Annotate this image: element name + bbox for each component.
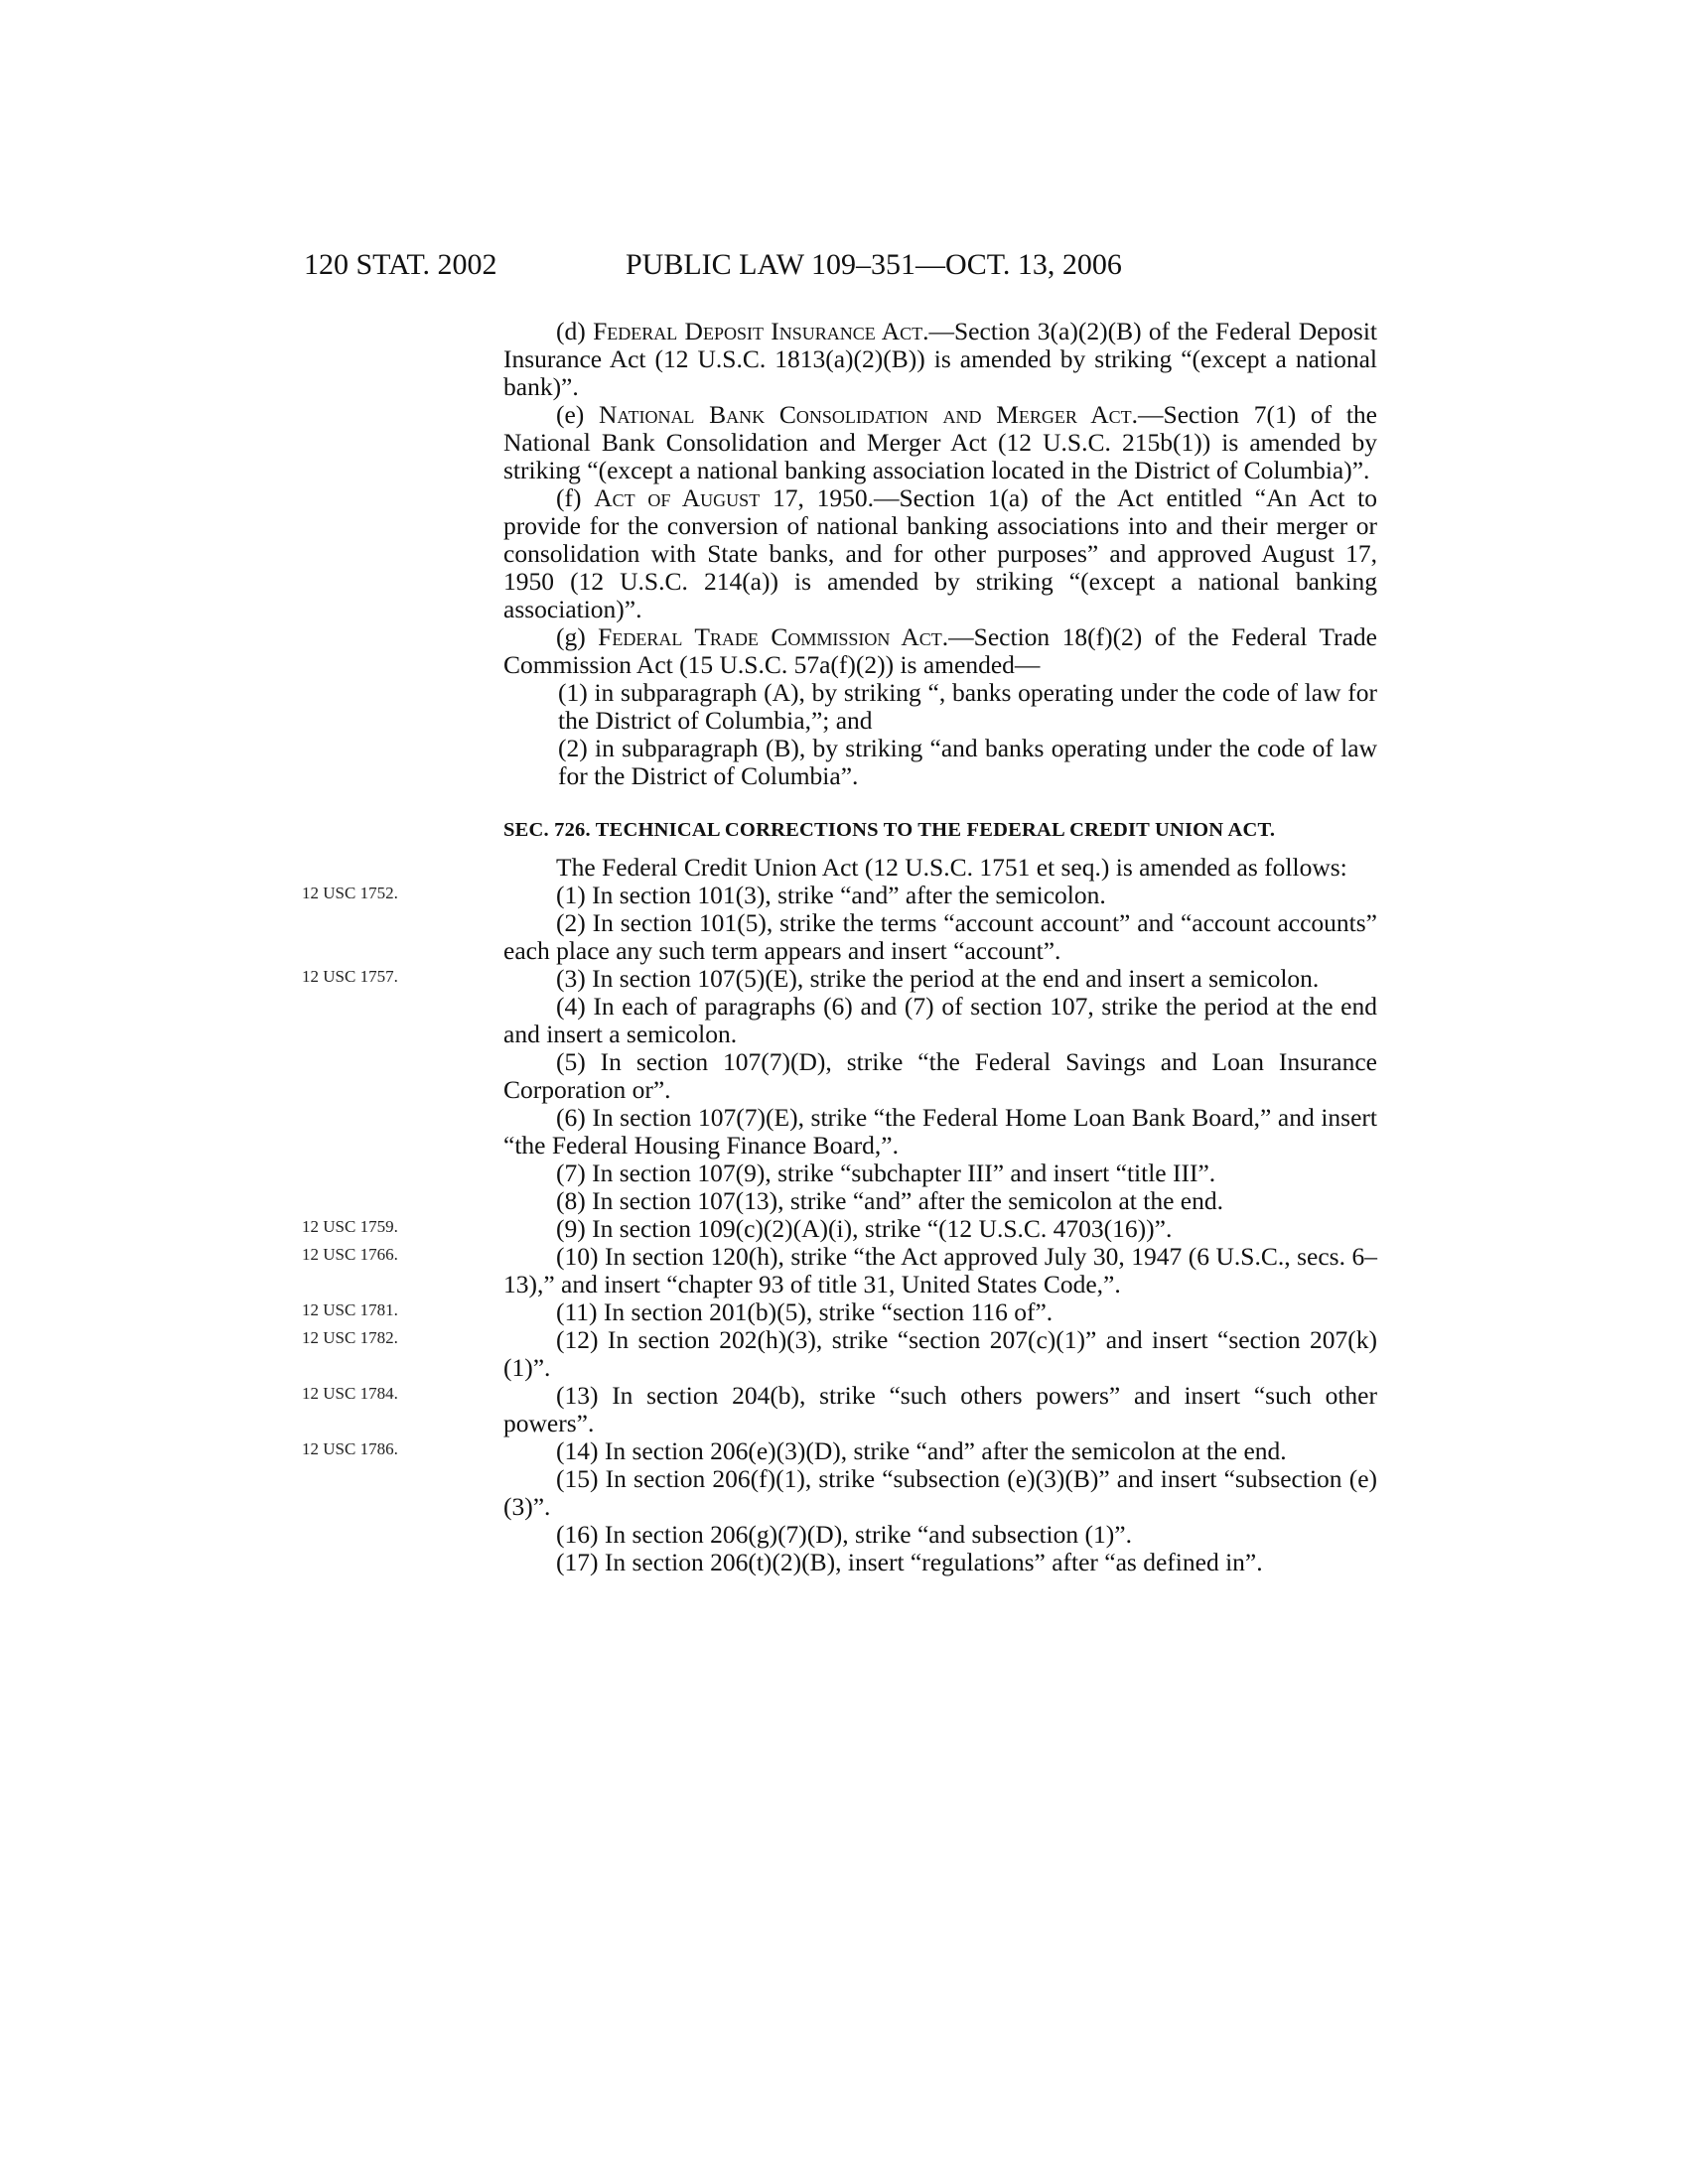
margin-note: 12 USC 1757. [302, 967, 398, 986]
amendment-title: Federal Deposit Insurance Act [593, 317, 923, 345]
amendment-text: .—Section 1(a) of the Act entitled “An Act to provide for the conversion of national banking associations into and their merger or consolidation with State banks, and for other purposes” and approved August 17, 1950 (12 U.S.C. 214(a)) is amended by striking “(except a national banking association)”. [503, 483, 1378, 623]
item-text: (4) In each of paragraphs (6) and (7) of section 107, strike the period at the end and insert a semicolon. [503, 992, 1377, 1048]
list-item [503, 1465, 1377, 1521]
list-item [302, 1242, 1377, 1298]
amendment-title: Federal Trade Commission Act [598, 622, 942, 651]
margin-note: 12 USC 1781. [302, 1300, 398, 1319]
list-item [302, 1325, 1377, 1382]
item-text: (6) In section 107(7)(E), strike “the Federal Home Loan Bank Board,” and insert “the Federal Housing Finance Board,”. [503, 1103, 1377, 1160]
item-text: (12) In section 202(h)(3), strike “section 207(c)(1)” and insert “section 207(k)(1)”. [503, 1325, 1377, 1382]
list-item [503, 1104, 1377, 1160]
amendment-e [503, 401, 1377, 484]
list-item [302, 1381, 1377, 1437]
ftc-subitem-1: (1) in subparagraph (A), by striking “, banks operating under the code of law for the District of Columbia,”; and [558, 678, 1377, 735]
list-item [503, 1048, 1377, 1104]
ftc-subitem-2: (2) in subparagraph (B), by striking “and banks operating under the code of law for the District of Columbia”. [558, 734, 1377, 790]
margin-note: 12 USC 1766. [302, 1245, 398, 1264]
amendment-label: (g) [556, 622, 586, 651]
margin-note: 12 USC 1786. [302, 1439, 398, 1458]
document-body [302, 317, 1378, 1576]
margin-note: 12 USC 1752. [302, 884, 398, 902]
statute-page-reference: 120 STAT. 2002 [304, 248, 497, 281]
list-item [302, 1297, 1377, 1326]
list-item [302, 964, 1377, 993]
list-item [503, 1549, 1377, 1576]
item-text: (8) In section 107(13), strike “and” after the semicolon at the end. [556, 1186, 1223, 1215]
amendment-f [503, 484, 1377, 623]
amendment-label: (d) [556, 317, 586, 345]
item-text: (15) In section 206(f)(1), strike “subsection (e)(3)(B)” and insert “subsection (e)(3)”. [503, 1464, 1377, 1521]
margin-note: 12 USC 1784. [302, 1384, 398, 1403]
item-text: (5) In section 107(7)(D), strike “the Federal Savings and Loan Insurance Corporation or”. [503, 1047, 1377, 1104]
list-item [503, 1187, 1377, 1215]
section-heading: SEC. 726. TECHNICAL CORRECTIONS TO THE FEDERAL CREDIT UNION ACT. [503, 819, 1276, 841]
amendment-text: .—Section 18(f)(2) of the Federal Trade Commission Act (15 U.S.C. 57a(f)(2)) is amended— [503, 622, 1377, 679]
amendment-label: (e) [556, 400, 585, 429]
item-text: (17) In section 206(t)(2)(B), insert “regulations” after “as defined in”. [556, 1548, 1263, 1576]
list-item [503, 1160, 1377, 1187]
section-intro: The Federal Credit Union Act (12 U.S.C. 1751 et seq.) is amended as follows: [556, 853, 1347, 882]
amendment-label: (f) [556, 483, 582, 512]
item-text: (3) In section 107(5)(E), strike the period at the end and insert a semicolon. [556, 964, 1320, 993]
item-text: (7) In section 107(9), strike “subchapter III” and insert “title III”. [556, 1159, 1216, 1187]
amendment-text: .—Section 3(a)(2)(B) of the Federal Deposit Insurance Act (12 U.S.C. 1813(a)(2)(B)) is amended by striking “(except a national bank)”. [503, 317, 1378, 401]
list-item [302, 1214, 1377, 1243]
list-item [503, 1521, 1377, 1549]
amendment-d [503, 318, 1377, 401]
list-item [302, 881, 1377, 909]
item-text: (16) In section 206(g)(7)(D), strike “and subsection (1)”. [556, 1520, 1132, 1549]
item-text: (13) In section 204(b), strike “such others powers” and insert “such other powers”. [503, 1381, 1377, 1437]
item-text: (10) In section 120(h), strike “the Act approved July 30, 1947 (6 U.S.C., secs. 6–13),” and insert “chapter 93 of title 31, United States Code,”. [503, 1242, 1377, 1298]
item-text: (2) In section 101(5), strike the terms “account account” and “account accounts” each place any such term appears and insert “account”. [503, 908, 1377, 965]
running-head: PUBLIC LAW 109–351—OCT. 13, 2006 [626, 248, 1122, 281]
item-text: (11) In section 201(b)(5), strike “section 116 of”. [556, 1297, 1054, 1326]
amendment-title: Act of August 17, 1950 [594, 483, 868, 512]
page-header [0, 248, 1688, 288]
list-item [503, 993, 1377, 1048]
margin-note: 12 USC 1782. [302, 1328, 398, 1347]
amendment-title: National Bank Consolidation and Merger Act [599, 400, 1132, 429]
item-text: (1) In section 101(3), strike “and” after the semicolon. [556, 881, 1106, 909]
list-item [503, 909, 1377, 965]
amendment-text: .—Section 7(1) of the National Bank Consolidation and Merger Act (12 U.S.C. 215b(1)) is amended by striking “(except a national banking association located in the District of Columbia)”. [503, 400, 1377, 484]
list-item [302, 1436, 1377, 1465]
item-text: (14) In section 206(e)(3)(D), strike “and” after the semicolon at the end. [556, 1436, 1287, 1465]
margin-note: 12 USC 1759. [302, 1217, 398, 1236]
amendment-g [503, 623, 1377, 679]
item-text: (9) In section 109(c)(2)(A)(i), strike “(12 U.S.C. 4703(16))”. [556, 1214, 1173, 1243]
